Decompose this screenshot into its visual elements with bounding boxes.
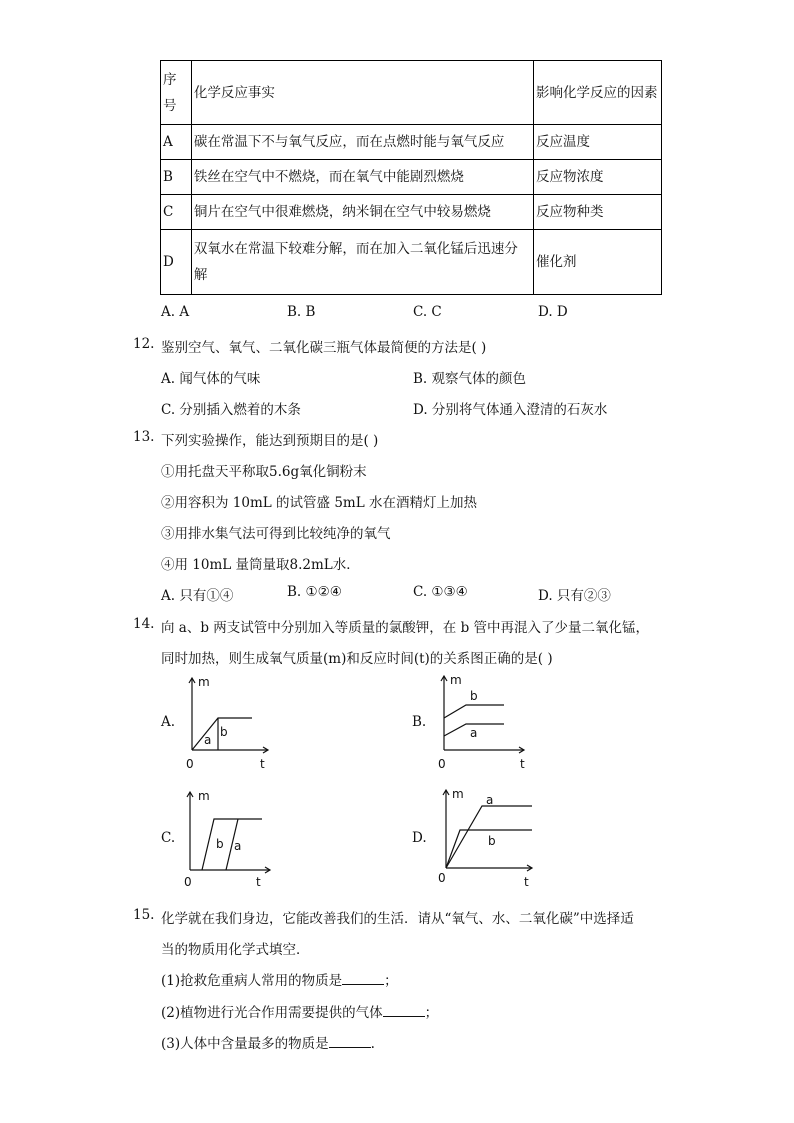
q12-option-c[interactable]: C. 分别插入燃着的木条 xyxy=(161,402,301,418)
row-fact: 铜片在空气中很难燃烧，纳米铜在空气中较易燃烧 xyxy=(191,195,533,230)
q14-graph-d[interactable] xyxy=(434,784,540,890)
q15-number: 15. xyxy=(133,907,155,923)
q15-stem-line1: 化学就在我们身边，它能改善我们的生活．请从“氧气、水、二氧化碳”中选择适 xyxy=(161,911,634,927)
table-header-row xyxy=(161,61,662,125)
q15-blank-3 xyxy=(161,1032,375,1052)
graph-a-label-a: a xyxy=(204,733,212,747)
blank-suffix: ； xyxy=(384,973,398,989)
header-fact: 化学反应事实 xyxy=(191,61,533,125)
header-id: 序号 xyxy=(161,61,192,125)
graph-d-label-a: a xyxy=(486,793,494,807)
q13-stem: 下列实验操作，能达到预期目的是( ) xyxy=(161,433,379,449)
q11-option-d[interactable]: D. D xyxy=(538,304,568,320)
q14-option-d-label[interactable]: D. xyxy=(412,830,427,846)
q13-item: ③用排水集气法可得到比较纯净的氧气 xyxy=(161,526,391,542)
graph-d-origin: 0 xyxy=(438,871,446,885)
graph-c-label-a: a xyxy=(234,839,242,853)
q14-graph-b[interactable] xyxy=(428,670,538,772)
q11-option-c[interactable]: C. C xyxy=(413,304,442,320)
row-id: B xyxy=(161,160,192,195)
blank-prefix: (2)植物进行光合作用需要提供的气体 xyxy=(161,1005,383,1021)
q14-option-c-label[interactable]: C. xyxy=(161,830,176,846)
q14-number: 14. xyxy=(133,616,155,632)
table-row xyxy=(161,195,662,230)
graph-c-y-label: m xyxy=(198,789,210,803)
graph-b-origin: 0 xyxy=(438,757,446,771)
q12-option-a[interactable]: A. 闻气体的气味 xyxy=(161,371,261,387)
graph-d-x-label: t xyxy=(524,875,529,889)
q12-stem: 鉴别空气、氧气、二氧化碳三瓶气体最简便的方法是( ) xyxy=(161,340,487,356)
row-factor: 反应物种类 xyxy=(534,195,662,230)
graph-b-x-label: t xyxy=(520,757,525,771)
graph-c-origin: 0 xyxy=(184,875,192,889)
blank-prefix: (3)人体中含量最多的物质是 xyxy=(161,1036,329,1052)
q12-option-d[interactable]: D. 分别将气体通入澄清的石灰水 xyxy=(413,402,608,418)
header-factor: 影响化学反应的因素 xyxy=(534,61,662,125)
answer-blank[interactable] xyxy=(342,971,384,985)
q11-option-a[interactable]: A. A xyxy=(161,304,190,320)
blank-suffix: . xyxy=(370,1036,375,1052)
q14-stem-line2: 同时加热，则生成氧气质量(m)和反应时间(t)的关系图正确的是( ) xyxy=(161,651,553,667)
q13-option-c[interactable]: C. ①③④ xyxy=(413,584,468,600)
graph-a-y-label: m xyxy=(198,675,210,689)
table-row xyxy=(161,125,662,160)
q13-item: ②用容积为 10mL 的试管盛 5mL 水在酒精灯上加热 xyxy=(161,495,477,511)
graph-d-y-label: m xyxy=(452,787,464,801)
graph-b-label-a: a xyxy=(470,726,478,740)
graph-c-label-b: b xyxy=(216,837,224,851)
q12-option-b[interactable]: B. 观察气体的颜色 xyxy=(413,371,527,387)
blank-suffix: ； xyxy=(424,1005,439,1021)
row-id: D xyxy=(161,230,192,295)
q11-table xyxy=(160,60,662,295)
row-fact: 碳在常温下不与氧气反应，而在点燃时能与氧气反应 xyxy=(191,125,533,160)
answer-blank[interactable] xyxy=(383,1003,425,1017)
blank-prefix: (1)抢救危重病人常用的物质是 xyxy=(161,973,343,989)
answer-blank[interactable] xyxy=(329,1034,371,1048)
row-factor: 反应温度 xyxy=(534,125,662,160)
table-row xyxy=(161,160,662,195)
graph-b-label-b: b xyxy=(470,689,478,703)
q14-option-a-label[interactable]: A. xyxy=(161,714,176,730)
row-fact: 铁丝在空气中不燃烧，而在氧气中能剧烈燃烧 xyxy=(191,160,533,195)
row-factor: 催化剂 xyxy=(534,230,662,295)
q14-option-b-label[interactable]: B. xyxy=(412,714,427,730)
graph-d-label-b: b xyxy=(488,834,496,848)
q13-number: 13. xyxy=(133,429,155,445)
q15-stem-line2: 当的物质用化学式填空． xyxy=(161,942,310,958)
q14-graph-c[interactable] xyxy=(178,786,278,890)
graph-b-y-label: m xyxy=(450,673,462,687)
row-factor: 反应物浓度 xyxy=(534,160,662,195)
q13-item: ①用托盘天平称取5.6g氧化铜粉末 xyxy=(161,464,367,480)
graph-c-x-label: t xyxy=(256,875,261,889)
q12-number: 12. xyxy=(133,336,155,352)
graph-a-x-label: t xyxy=(260,757,265,771)
q14-stem-line1: 向 a、b 两支试管中分别加入等质量的氯酸钾，在 b 管中再混入了少量二氧化锰， xyxy=(161,620,649,636)
row-id: A xyxy=(161,125,192,160)
q13-option-a[interactable]: A. 只有①④ xyxy=(161,588,234,604)
graph-a-label-b: b xyxy=(220,725,228,739)
table-row xyxy=(161,230,662,295)
graph-a-origin: 0 xyxy=(186,757,194,771)
row-fact: 双氧水在常温下较难分解，而在加入二氧化锰后迅速分解 xyxy=(191,230,533,295)
q11-option-b[interactable]: B. B xyxy=(287,304,316,320)
q15-blank-1 xyxy=(161,969,398,989)
q13-option-b[interactable]: B. ①②④ xyxy=(287,584,342,600)
q13-option-d[interactable]: D. 只有②③ xyxy=(538,588,611,604)
q14-graph-a[interactable] xyxy=(180,672,280,772)
q15-blank-2 xyxy=(161,1001,438,1021)
q13-item: ④用 10mL 量筒量取8.2mL水． xyxy=(161,557,360,573)
row-id: C xyxy=(161,195,192,230)
